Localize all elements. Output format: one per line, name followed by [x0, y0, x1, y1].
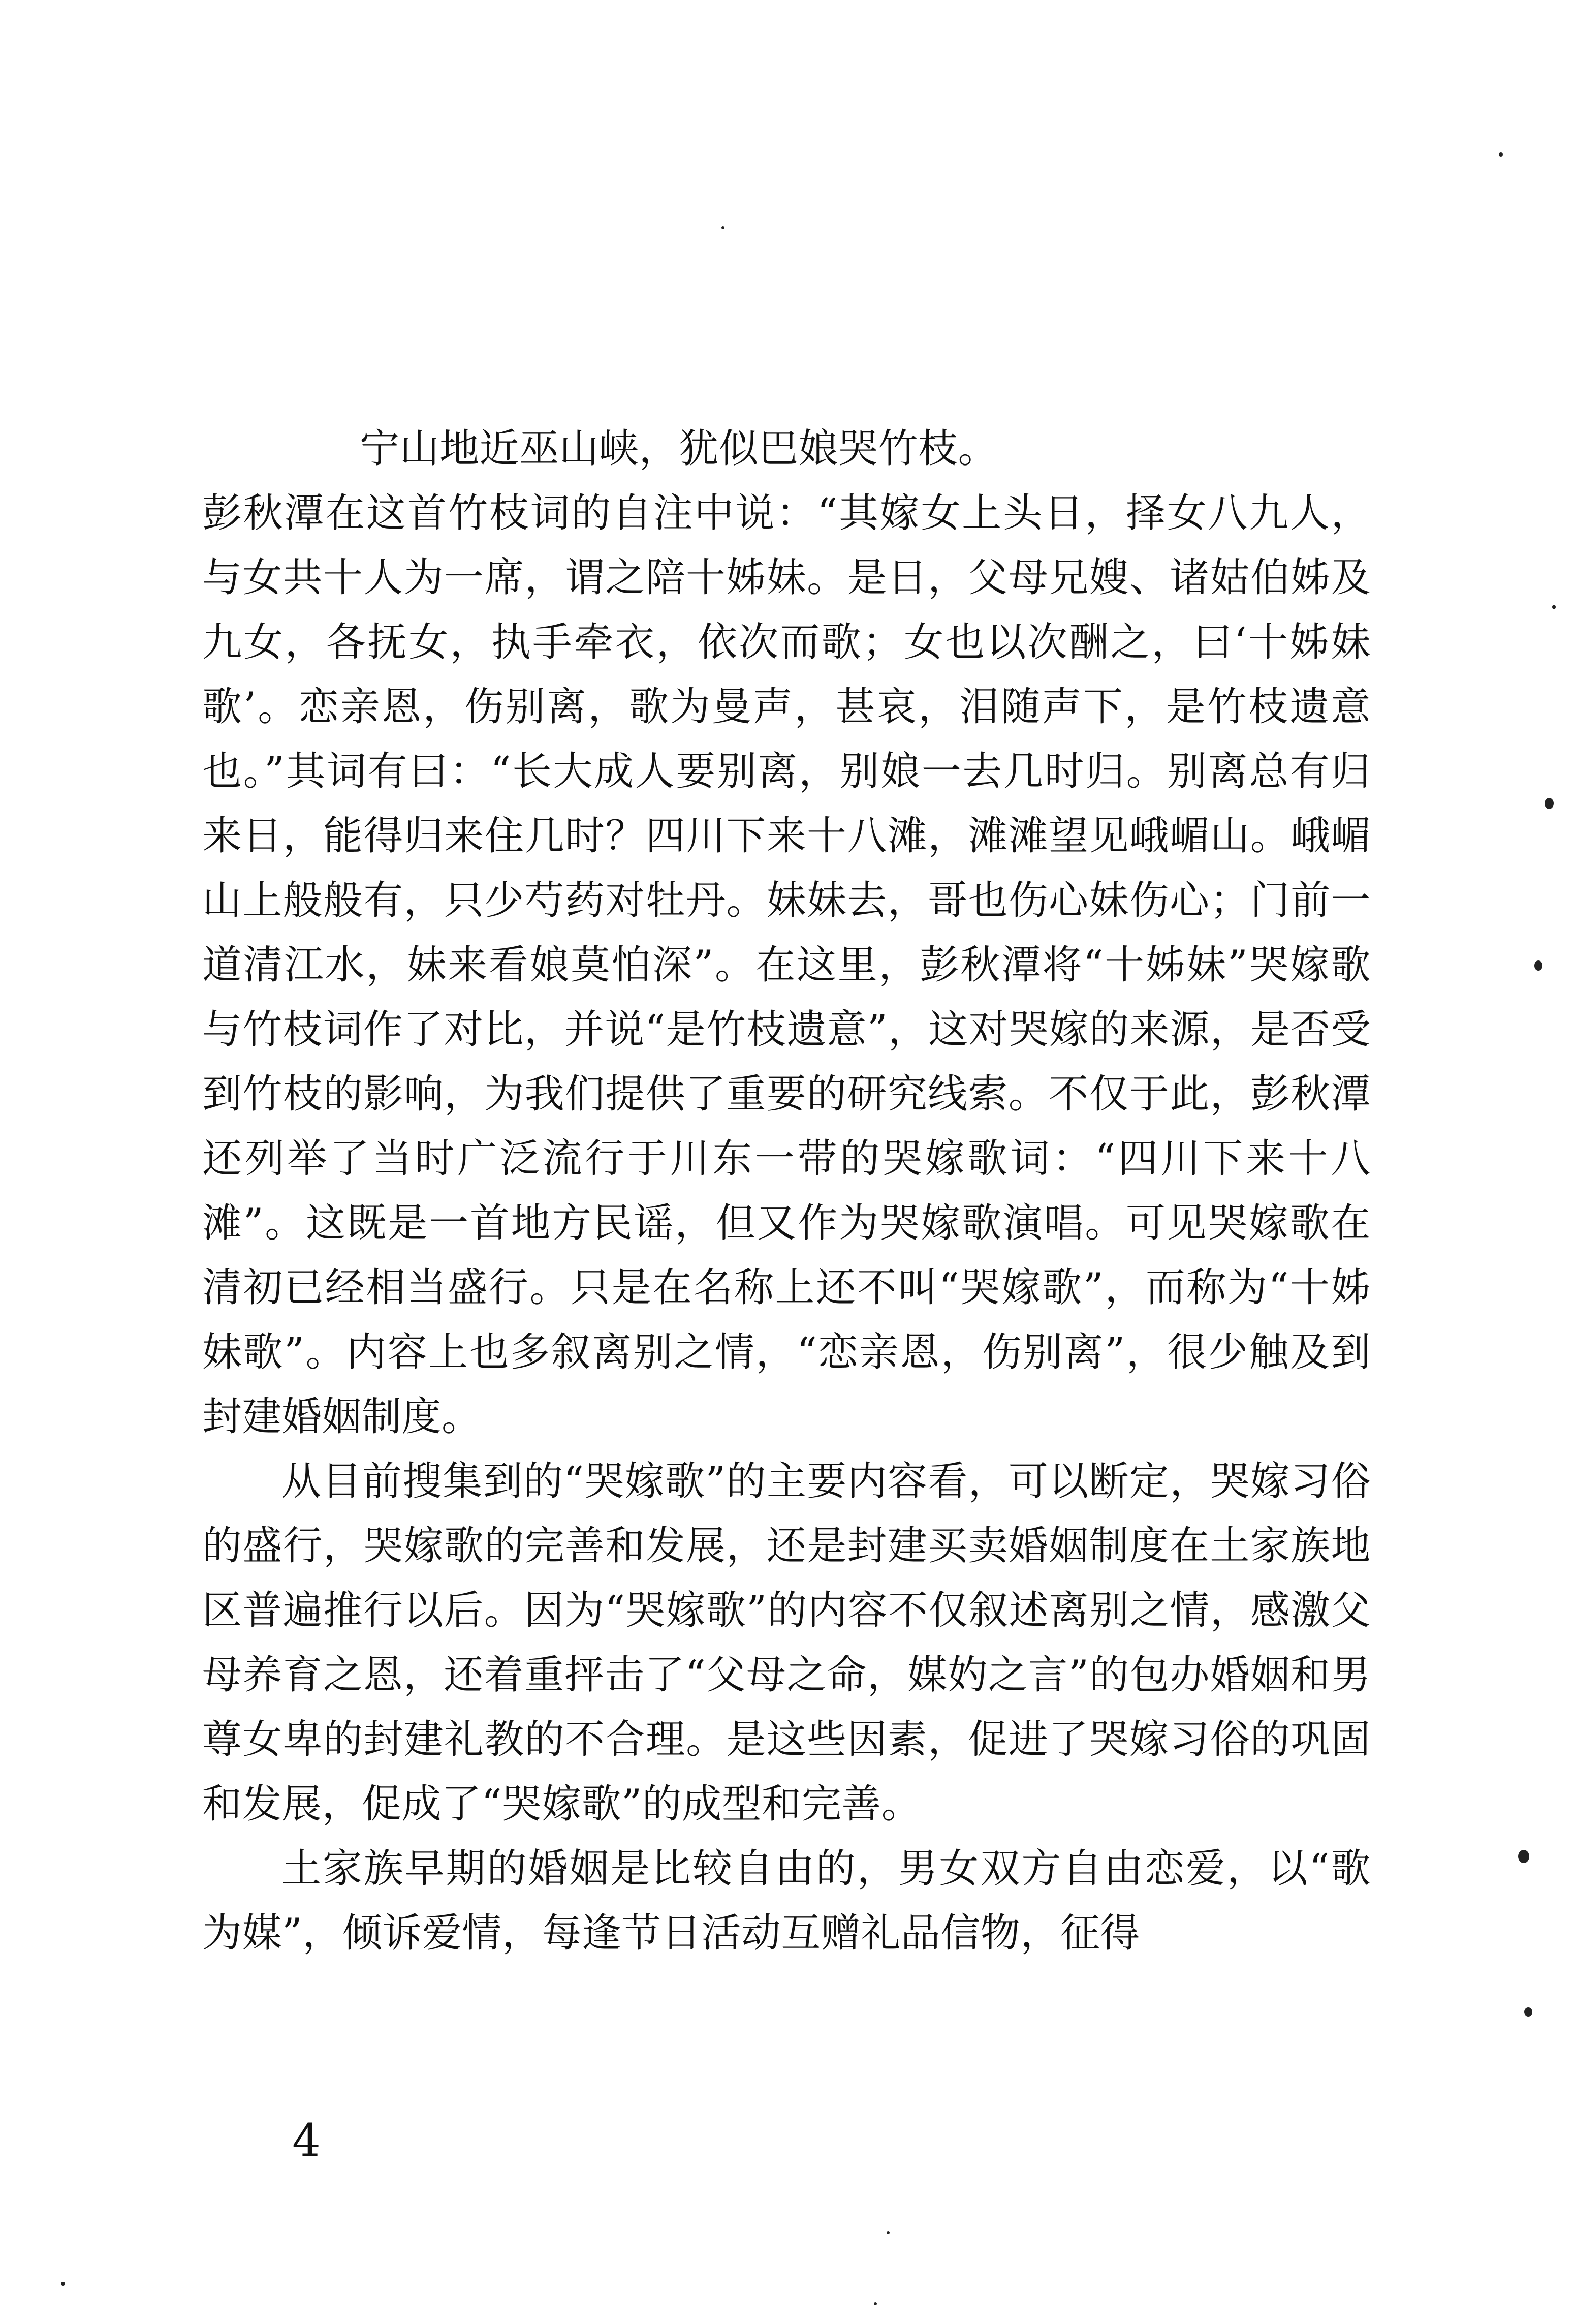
scan-speck [887, 2231, 890, 2234]
paragraph-3: 土家族早期的婚姻是比较自由的，男女双方自由恋爱，以“歌为媒”，倾诉爱情，每逢节日活动互赠礼品信物，征得 [202, 1846, 1371, 1956]
scan-speck [874, 2302, 877, 2305]
scan-speck [721, 226, 724, 229]
scan-speck [1524, 2007, 1532, 2017]
scan-speck [1552, 605, 1556, 609]
scan-speck [1534, 960, 1542, 971]
scan-speck [1545, 798, 1554, 809]
page-number: 4 [292, 2114, 321, 2166]
scan-speck [1518, 1850, 1529, 1863]
paragraph-2: 从目前搜集到的“哭嫁歌”的主要内容看，可以断定，哭嫁习俗的盛行，哭嫁歌的完善和发展，还是封建买卖婚姻制度在土家族地区普遍推行以后。因为“哭嫁歌”的内容不仅叙述离别之情，感激父母养育之恩，还着重抨击了“父母之命，媒妁之言”的包办婚姻和男尊女卑的封建礼教的不合理。是这些因素，促进了哭嫁习俗的巩固和发展，促成了“哭嫁歌”的成型和完善。 [202, 1459, 1371, 1827]
verse-line: 宁山地近巫山峡，犹似巴娘哭竹枝。 [360, 426, 998, 472]
paragraph-1: 彭秋潭在这首竹枝词的自注中说：“其嫁女上头日，择女八九人，与女共十人为一席，谓之陪十姊妹。是日，父母兄嫂、诸姑伯姊及九女，各抚女，执手牵衣，依次而歌；女也以次酬之，曰‘十姊妹歌’。恋亲恩，伤别离，歌为曼声，甚哀，泪随声下，是竹枝遗意也。”其词有曰：“长大成人要别离，别娘一去几时归。别离总有归来日，能得归来住几时？四川下来十八滩，滩滩望见峨嵋山。峨嵋山上般般有，只少芍药对牡丹。妹妹去，哥也伤心妹伤心；门前一道清江水，妹来看娘莫怕深”。在这里，彭秋潭将“十姊妹”哭嫁歌与竹枝词作了对比，并说“是竹枝遗意”，这对哭嫁的来源，是否受到竹枝的影响，为我们提供了重要的研究线索。不仅于此，彭秋潭还列举了当时广泛流行于川东一带的哭嫁歌词：“四川下来十八滩”。这既是一首地方民谣，但又作为哭嫁歌演唱。可见哭嫁歌在清初已经相当盛行。只是在名称上还不叫“哭嫁歌”，而称为“十姊妹歌”。内容上也多叙离别之情，“恋亲恩，伤别离”，很少触及到封建婚姻制度。 [202, 490, 1371, 1440]
scan-speck [1499, 152, 1503, 157]
scan-speck [61, 2282, 65, 2286]
body-text [202, 417, 1371, 1966]
